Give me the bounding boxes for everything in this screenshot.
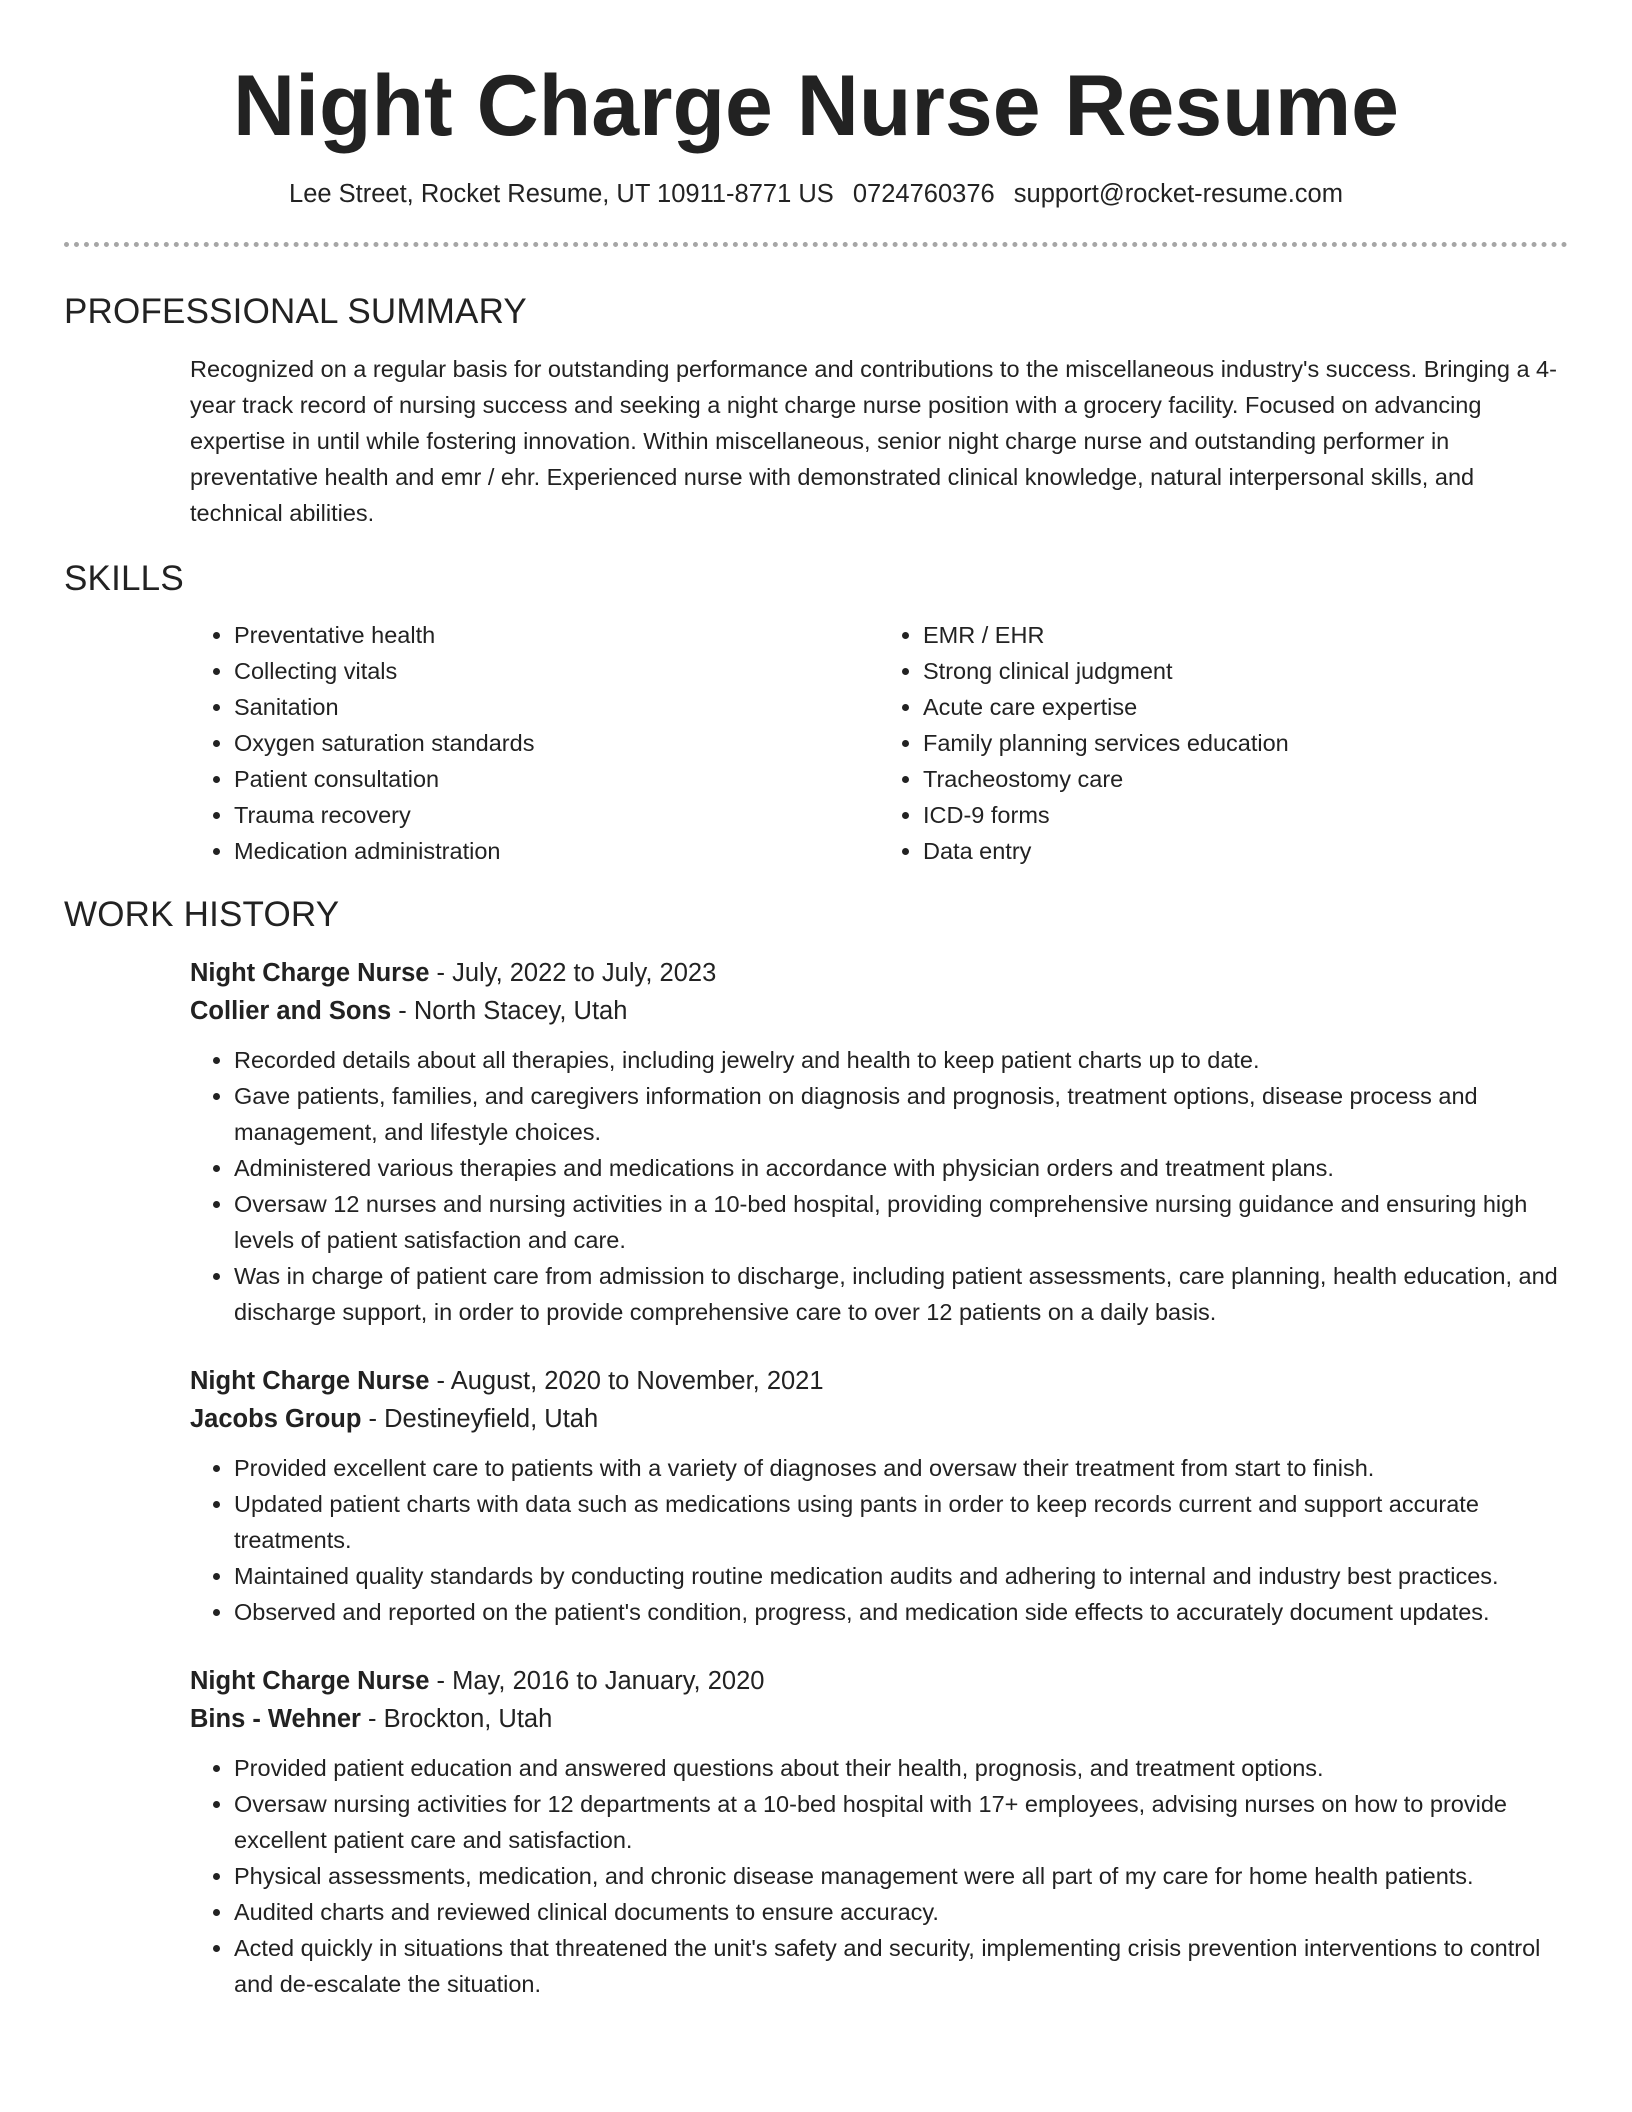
work-history-heading: WORK HISTORY [64, 895, 340, 934]
job-company-line [190, 1700, 1568, 1738]
job-bullet: • Acted quickly in situations that threatened the unit's safety and security, implementing crisis prevention interventions to control and de-escalate the situation. [234, 1930, 1568, 2002]
summary-body [190, 351, 1568, 531]
skill-item: • Acute care expertise [923, 689, 1568, 725]
job-company: Jacobs Group [190, 1405, 362, 1433]
contact-address: Lee Street, Rocket Resume, UT 10911-8771 US [289, 180, 834, 208]
job-company: Collier and Sons [190, 997, 392, 1025]
resume-page [64, 0, 1568, 2002]
job-company: Bins - Wehner [190, 1705, 361, 1733]
resume-title: Night Charge Nurse Resume [232, 58, 1400, 154]
skills-heading: SKILLS [64, 559, 184, 598]
skills-section [64, 557, 1568, 869]
contact-email: support@rocket-resume.com [1013, 180, 1343, 208]
skill-item: • Patient consultation [234, 761, 879, 797]
summary-text: Recognized on a regular basis for outstanding performance and contributions to the miscellaneous industry's success. Bringing a 4-year track record of nursing success and seeking a night charge nurse position with a grocery facility. Focused on advancing expertise in until while fostering innovation. Within miscellaneous, senior night charge nurse and outstanding performer in preventative health and emr / ehr. Experienced nurse with demonstrated clinical knowledge, natural interpersonal skills, and technical abilities. [190, 356, 1557, 526]
skills-columns [190, 617, 1568, 869]
summary-section [64, 290, 1568, 531]
skill-item: • ICD-9 forms [923, 797, 1568, 833]
job-bullets [190, 1750, 1568, 2002]
job-location: - North Stacey, Utah [391, 997, 628, 1025]
summary-heading: PROFESSIONAL SUMMARY [64, 292, 527, 331]
job-bullet: • Gave patients, families, and caregivers information on diagnosis and prognosis, treatment options, disease process and management, and lifestyle choices. [234, 1078, 1568, 1150]
job-company-line [190, 1400, 1568, 1438]
job-bullet: • Was in charge of patient care from admission to discharge, including patient assessments, care planning, health education, and discharge support, in order to provide comprehensive care to over 12 patients on a daily basis. [234, 1258, 1568, 1330]
job-bullets [190, 1450, 1568, 1630]
skills-list-right [879, 617, 1568, 869]
contact-phone: 0724760376 [852, 180, 995, 208]
job-entry [190, 954, 1568, 1330]
job-title-line [190, 1362, 1568, 1400]
skill-item: • Collecting vitals [234, 653, 879, 689]
job-location: - Destineyfield, Utah [361, 1405, 599, 1433]
job-entry [190, 1662, 1568, 2002]
skill-item: • Medication administration [234, 833, 879, 869]
job-bullet: • Audited charts and reviewed clinical documents to ensure accuracy. [234, 1894, 1568, 1930]
job-title-line [190, 954, 1568, 992]
skill-item: • Data entry [923, 833, 1568, 869]
contact-line [64, 176, 1568, 212]
job-company-line [190, 992, 1568, 1030]
job-title: Night Charge Nurse [190, 1667, 430, 1695]
job-bullet: • Updated patient charts with data such as medications using pants in order to keep records current and support accurate treatments. [234, 1486, 1568, 1558]
job-bullet: • Provided excellent care to patients with a variety of diagnoses and oversaw their treatment from start to finish. [234, 1450, 1568, 1486]
job-bullet: • Maintained quality standards by conducting routine medication audits and adhering to internal and industry best practices. [234, 1558, 1568, 1594]
job-dates: - July, 2022 to July, 2023 [429, 959, 717, 987]
job-bullet: • Observed and reported on the patient's condition, progress, and medication side effects to accurately document updates. [234, 1594, 1568, 1630]
work-history-section [64, 893, 1568, 2002]
job-title-line [190, 1662, 1568, 1700]
skill-item: • Tracheostomy care [923, 761, 1568, 797]
skill-item: • EMR / EHR [923, 617, 1568, 653]
job-title: Night Charge Nurse [190, 959, 430, 987]
skills-list-left [190, 617, 879, 869]
header-divider [64, 242, 1568, 247]
job-bullet: • Physical assessments, medication, and chronic disease management were all part of my care for home health patients. [234, 1858, 1568, 1894]
job-bullet: • Recorded details about all therapies, including jewelry and health to keep patient charts up to date. [234, 1042, 1568, 1078]
job-bullet: • Oversaw 12 nurses and nursing activities in a 10-bed hospital, providing comprehensive nursing guidance and ensuring high levels of patient satisfaction and care. [234, 1186, 1568, 1258]
skill-item: • Strong clinical judgment [923, 653, 1568, 689]
skill-item: • Sanitation [234, 689, 879, 725]
job-bullet: • Oversaw nursing activities for 12 departments at a 10-bed hospital with 17+ employees, advising nurses on how to provide excellent patient care and satisfaction. [234, 1786, 1568, 1858]
job-title: Night Charge Nurse [190, 1367, 430, 1395]
skill-item: • Preventative health [234, 617, 879, 653]
job-dates: - May, 2016 to January, 2020 [429, 1667, 765, 1695]
skill-item: • Oxygen saturation standards [234, 725, 879, 761]
job-bullet: • Administered various therapies and medications in accordance with physician orders and treatment plans. [234, 1150, 1568, 1186]
job-bullets [190, 1042, 1568, 1330]
skill-item: • Family planning services education [923, 725, 1568, 761]
job-location: - Brockton, Utah [360, 1705, 553, 1733]
skill-item: • Trauma recovery [234, 797, 879, 833]
job-dates: - August, 2020 to November, 2021 [429, 1367, 824, 1395]
job-bullet: • Provided patient education and answered questions about their health, prognosis, and treatment options. [234, 1750, 1568, 1786]
job-entry [190, 1362, 1568, 1630]
